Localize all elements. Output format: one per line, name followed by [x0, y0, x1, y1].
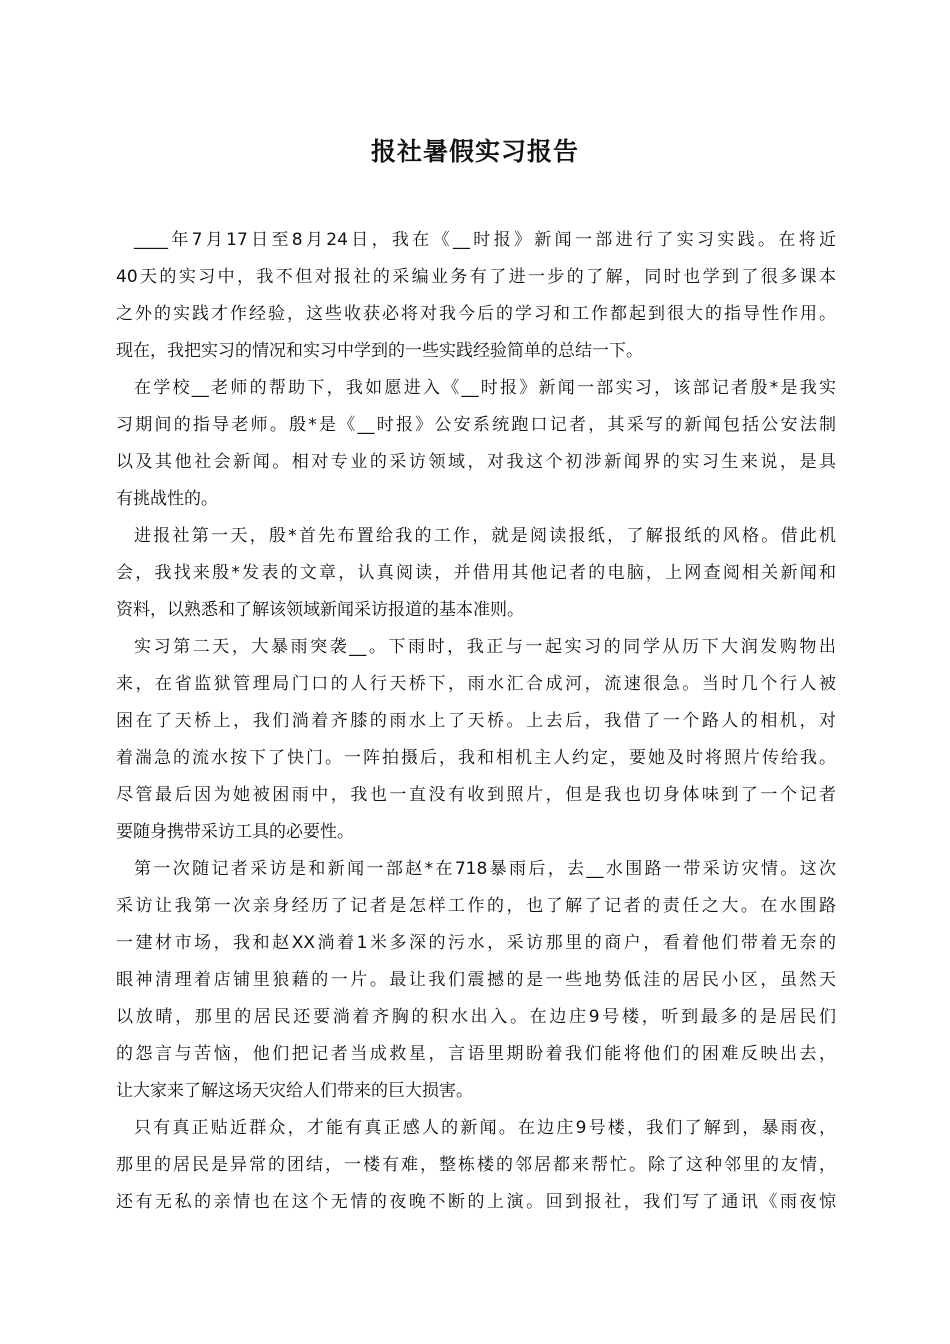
text-line: 在学校__老师的帮助下，我如愿进入《__时报》新闻一部实习，该部记者殷*是我实 [134, 378, 836, 398]
text-line: 资料，以熟悉和了解该领域新闻采访报道的基本准则。 [116, 600, 524, 620]
text-line: 之外的实践才作经验，这些收获必将对我今后的学习和工作都起到很大的指导性作用。 [116, 304, 836, 324]
text-line: ____年7月17日至8月24日，我在《__时报》新闻一部进行了实习实践。在将近 [134, 230, 836, 250]
text-line: 来，在省监狱管理局门口的人行天桥下，雨水汇合成河，流速很急。当时几个行人被 [116, 674, 836, 694]
text-line: 让大家来了解这场天灾给人们带来的巨大损害。 [116, 1081, 473, 1101]
text-line: 第一次随记者采访是和新闻一部赵*在718暴雨后，去__水围路一带采访灾情。这次 [134, 859, 836, 879]
text-line: 以放晴，那里的居民还要淌着齐胸的积水出入。在边庄9号楼，听到最多的是居民们 [116, 1007, 836, 1027]
text-line: 困在了天桥上，我们淌着齐膝的雨水上了天桥。上去后，我借了一个路人的相机，对 [116, 711, 836, 731]
text-line: 现在，我把实习的情况和实习中学到的一些实践经验简单的总结一下。 [116, 341, 643, 361]
paragraph [116, 370, 836, 518]
text-line: 尽管最后因为她被困雨中，我也一直没有收到照片，但是我也切身体味到了一个记者 [116, 785, 836, 805]
text-line: 以及其他社会新闻。相对专业的采访领域，对我这个初涉新闻界的实习生来说，是具 [116, 452, 836, 472]
text-line: 采访让我第一次亲身经历了记者是怎样工作的，也了解了记者的责任之大。在水围路 [116, 896, 836, 916]
paragraph [116, 222, 836, 370]
text-line: 只有真正贴近群众，才能有真正感人的新闻。在边庄9号楼，我们了解到，暴雨夜， [134, 1118, 836, 1138]
text-line: 有挑战性的。 [116, 489, 218, 509]
text-line: 一建材市场，我和赵XX淌着1米多深的污水，采访那里的商户，看着他们带着无奈的 [116, 933, 836, 953]
paragraph [116, 629, 836, 851]
text-line: 还有无私的亲情也在这个无情的夜晚不断的上演。回到报社，我们写了通讯《雨夜惊 [116, 1192, 836, 1212]
text-line: 那里的居民是异常的团结，一楼有难，整栋楼的邻居都来帮忙。除了这种邻里的友情， [116, 1155, 836, 1175]
paragraph [116, 518, 836, 629]
text-line: 实习第二天，大暴雨突袭__。下雨时，我正与一起实习的同学从历下大润发购物出 [134, 637, 836, 657]
paragraph [116, 851, 836, 1110]
document-body [116, 222, 836, 1221]
text-line: 的怨言与苦恼，他们把记者当成救星，言语里期盼着我们能将他们的困难反映出去， [116, 1044, 836, 1064]
text-line: 习期间的指导老师。殷*是《__时报》公安系统跑口记者，其采写的新闻包括公安法制 [116, 415, 836, 435]
text-line: 着湍急的流水按下了快门。一阵拍摄后，我和相机主人约定，要她及时将照片传给我。 [116, 748, 836, 768]
text-line: 40天的实习中，我不但对报社的采编业务有了进一步的了解，同时也学到了很多课本 [116, 267, 836, 287]
document-title: 报社暑假实习报告 [370, 137, 579, 166]
text-line: 眼神清理着店铺里狼藉的一片。最让我们震撼的是一些地势低洼的居民小区，虽然天 [116, 970, 836, 990]
text-line: 要随身携带采访工具的必要性。 [116, 822, 354, 842]
paragraph [116, 1110, 836, 1221]
text-line: 会，我找来殷*发表的文章，认真阅读，并借用其他记者的电脑，上网查阅相关新闻和 [116, 563, 836, 583]
text-line: 进报社第一天，殷*首先布置给我的工作，就是阅读报纸，了解报纸的风格。借此机 [134, 526, 836, 546]
